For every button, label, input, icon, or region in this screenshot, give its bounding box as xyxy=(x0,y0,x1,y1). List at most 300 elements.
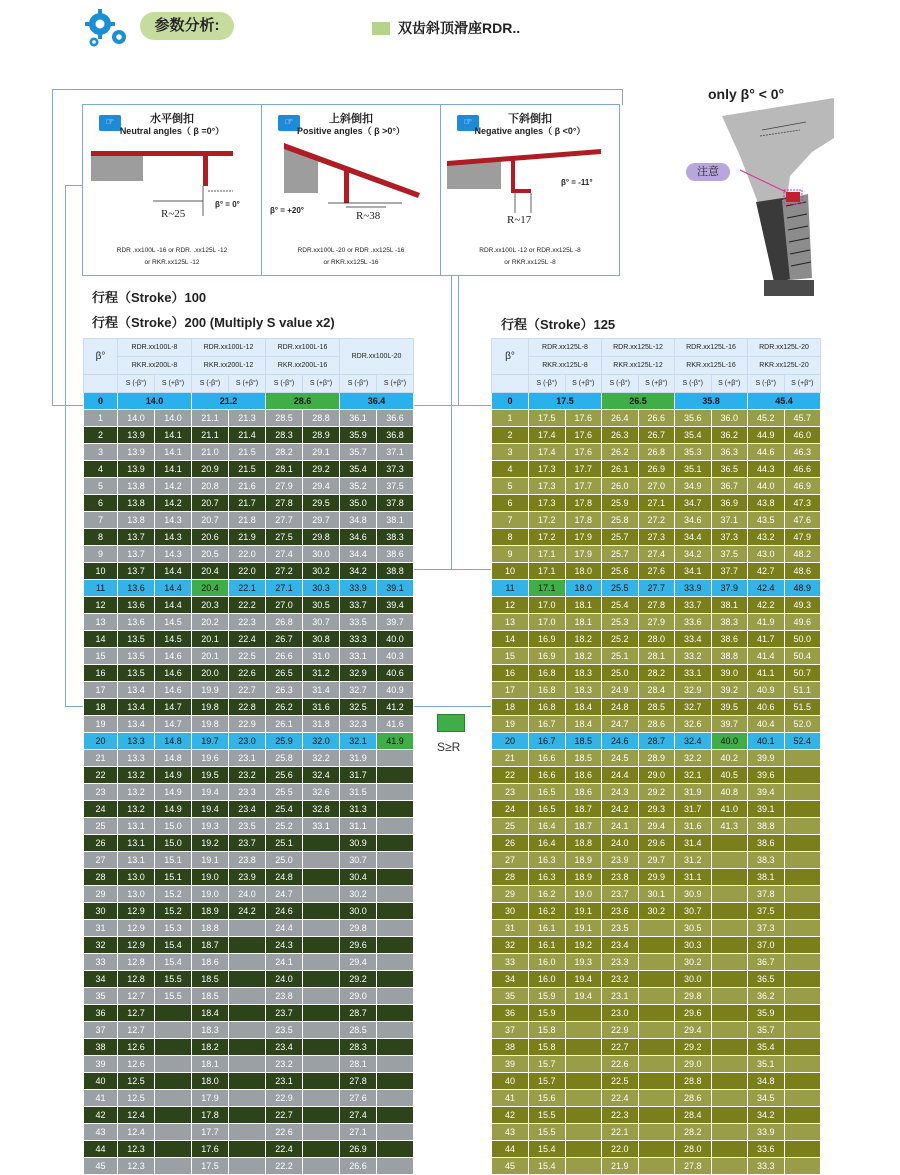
table-row xyxy=(84,410,414,427)
hand-pointer-icon: ☞ xyxy=(99,115,121,131)
table-row xyxy=(84,920,414,937)
table-cell: 14.0 xyxy=(118,393,192,410)
table-cell xyxy=(638,1107,675,1124)
table-cell: 21.3 xyxy=(229,410,266,427)
table-cell: 27.8 xyxy=(340,1073,377,1090)
table-cell: 38.8 xyxy=(748,818,785,835)
table-cell: 35.1 xyxy=(748,1056,785,1073)
table-cell: 29.0 xyxy=(638,767,675,784)
table-cell: 30.2 xyxy=(303,563,340,580)
table-row xyxy=(492,886,821,903)
table-cell: 22.3 xyxy=(229,614,266,631)
table-cell xyxy=(784,750,821,767)
table-cell: 15.0 xyxy=(155,818,192,835)
table-cell: 50.4 xyxy=(784,648,821,665)
table-cell: 34.1 xyxy=(675,563,712,580)
table-cell: 17.6 xyxy=(192,1141,229,1158)
table-cell: 44.0 xyxy=(748,478,785,495)
table-cell: 33.5 xyxy=(340,614,377,631)
table-cell: 15.7 xyxy=(529,1073,566,1090)
table-cell: 24.5 xyxy=(602,750,639,767)
table-cell: 33.3 xyxy=(340,631,377,648)
table-cell: 40.2 xyxy=(711,750,748,767)
table-cell: 29.9 xyxy=(638,869,675,886)
table-cell: 19.3 xyxy=(192,818,229,835)
table-cell: 28.9 xyxy=(303,427,340,444)
table-cell: 18 xyxy=(492,699,529,716)
table-row xyxy=(492,1141,821,1158)
table-cell: 9 xyxy=(84,546,118,563)
table-cell xyxy=(303,1124,340,1141)
table-cell: 25.0 xyxy=(602,665,639,682)
table-cell: 22.0 xyxy=(229,563,266,580)
table-row xyxy=(84,427,414,444)
table-cell: 37.5 xyxy=(711,546,748,563)
table-cell: 34.5 xyxy=(748,1090,785,1107)
table-cell: 28 xyxy=(84,869,118,886)
table-row xyxy=(492,971,821,988)
table-cell: 13.6 xyxy=(118,597,155,614)
table-cell: 16.8 xyxy=(529,682,566,699)
table-cell: 40.4 xyxy=(748,716,785,733)
table-cell: 36.2 xyxy=(711,427,748,444)
table-cell: 23.8 xyxy=(602,869,639,886)
table-cell: 2 xyxy=(84,427,118,444)
table-cell: 34.6 xyxy=(675,512,712,529)
table-row xyxy=(84,682,414,699)
table-cell xyxy=(638,1022,675,1039)
section-title: 参数分析: xyxy=(140,12,234,40)
frame-line xyxy=(458,274,459,406)
table-cell: 16 xyxy=(492,665,529,682)
panel-negative xyxy=(441,105,619,275)
table-cell: 14.1 xyxy=(155,461,192,478)
table-cell: 14.1 xyxy=(155,427,192,444)
table-cell xyxy=(638,1056,675,1073)
table-cell xyxy=(711,835,748,852)
table-cell xyxy=(377,971,414,988)
table-cell: 32.9 xyxy=(675,682,712,699)
table-cell: 29.8 xyxy=(675,988,712,1005)
table-cell xyxy=(784,1005,821,1022)
table-cell: 27.0 xyxy=(266,597,303,614)
table-cell: 44.6 xyxy=(748,444,785,461)
table-cell: 24.9 xyxy=(602,682,639,699)
table-cell: 13.8 xyxy=(118,478,155,495)
table-cell xyxy=(565,1090,602,1107)
table-cell: 38.1 xyxy=(377,512,414,529)
table-cell: 13.2 xyxy=(118,784,155,801)
table-cell: 13.4 xyxy=(118,699,155,716)
table-cell: 43.0 xyxy=(748,546,785,563)
table-cell: 16.7 xyxy=(529,733,566,750)
table-cell: 38.6 xyxy=(377,546,414,563)
table-row xyxy=(84,1090,414,1107)
table-cell: 29.4 xyxy=(675,1022,712,1039)
table-cell: 17.1 xyxy=(529,580,566,597)
table-cell: 34.8 xyxy=(748,1073,785,1090)
table-cell xyxy=(377,784,414,801)
s-plus-header: S (+β°) xyxy=(229,375,266,393)
table-cell: 28.3 xyxy=(340,1039,377,1056)
frame-line xyxy=(413,405,491,406)
table-cell: 29.7 xyxy=(303,512,340,529)
table-cell: 28.0 xyxy=(638,631,675,648)
table-cell xyxy=(565,1158,602,1175)
table-cell: 39.0 xyxy=(711,665,748,682)
radius-label: R~25 xyxy=(161,208,186,220)
panel-title: 水平倒扣 xyxy=(150,113,194,125)
table-row xyxy=(492,1107,821,1124)
table-cell: 26 xyxy=(84,835,118,852)
table-row xyxy=(492,835,821,852)
table-cell: 24.3 xyxy=(266,937,303,954)
table-cell: 29.0 xyxy=(675,1056,712,1073)
table-cell: 12.7 xyxy=(118,1005,155,1022)
panel-subtitle: Negative angles（ β <0°） xyxy=(474,126,586,136)
table-cell: 20.9 xyxy=(192,461,229,478)
table-cell: 12.9 xyxy=(118,937,155,954)
frame-line xyxy=(52,89,623,90)
table-cell: 39.5 xyxy=(711,699,748,716)
panel-note: RDR .xx100L -16 or RDR. .xx125L -12 xyxy=(116,247,228,254)
table-cell: 42.4 xyxy=(748,580,785,597)
table-cell xyxy=(229,954,266,971)
table-cell: 21 xyxy=(492,750,529,767)
table-row xyxy=(84,1022,414,1039)
table-cell: 28.7 xyxy=(638,733,675,750)
table-cell: 51.5 xyxy=(784,699,821,716)
table-cell xyxy=(784,784,821,801)
panel-note: RDR.xx100L -12 or RDR.xx125L -8 xyxy=(479,247,581,254)
table-cell: 14 xyxy=(492,631,529,648)
table-cell: 23.4 xyxy=(229,801,266,818)
neutral-angle-drawing xyxy=(83,141,261,241)
table-row xyxy=(492,937,821,954)
table-cell: 22.1 xyxy=(602,1124,639,1141)
table-cell: 23.9 xyxy=(229,869,266,886)
table-cell: 25.8 xyxy=(602,512,639,529)
table-cell: 35.3 xyxy=(675,444,712,461)
table-cell: 29.3 xyxy=(638,801,675,818)
table-row xyxy=(492,733,821,750)
table-row xyxy=(84,1039,414,1056)
table-cell: 18.7 xyxy=(565,818,602,835)
table-cell: 19.4 xyxy=(192,784,229,801)
table-cell: 40.6 xyxy=(377,665,414,682)
table-cell: 39.6 xyxy=(748,767,785,784)
table-cell: 16 xyxy=(84,665,118,682)
table-cell: 12.9 xyxy=(118,920,155,937)
table-cell: 36.7 xyxy=(748,954,785,971)
table-cell: 31.9 xyxy=(340,750,377,767)
table-cell: 15.4 xyxy=(155,937,192,954)
table-cell: 15.1 xyxy=(155,869,192,886)
table-row xyxy=(492,954,821,971)
table-row xyxy=(84,495,414,512)
table-cell: 30.7 xyxy=(675,903,712,920)
table-cell: 15.5 xyxy=(529,1107,566,1124)
table-cell: 24.0 xyxy=(229,886,266,903)
model-header: RKR.xx125L-8 xyxy=(529,357,602,375)
table-cell: 19.8 xyxy=(192,716,229,733)
table-cell: 28.4 xyxy=(675,1107,712,1124)
table-cell: 23.0 xyxy=(602,1005,639,1022)
table-cell: 35.8 xyxy=(675,393,748,410)
table-cell: 12 xyxy=(492,597,529,614)
table-cell: 13 xyxy=(84,614,118,631)
table-cell: 28.2 xyxy=(266,444,303,461)
table-cell: 25.7 xyxy=(602,546,639,563)
table-cell: 26.6 xyxy=(638,410,675,427)
table-cell: 17.9 xyxy=(565,529,602,546)
table-cell: 29.5 xyxy=(303,495,340,512)
table-cell: 25 xyxy=(84,818,118,835)
table-row xyxy=(84,937,414,954)
table-cell: 24 xyxy=(84,801,118,818)
table-body xyxy=(84,393,414,1175)
stroke-label-100: 行程（Stroke）100 xyxy=(92,290,207,305)
table-cell xyxy=(784,1056,821,1073)
table-cell: 22.6 xyxy=(266,1124,303,1141)
table-cell: 21.9 xyxy=(229,529,266,546)
table-cell: 33.6 xyxy=(748,1141,785,1158)
panel-note: or RKR.xx125L -8 xyxy=(504,259,556,266)
table-cell: 35 xyxy=(492,988,529,1005)
table-cell: 51.1 xyxy=(784,682,821,699)
table-cell: 24.1 xyxy=(266,954,303,971)
table-cell: 22.6 xyxy=(229,665,266,682)
table-cell xyxy=(784,1107,821,1124)
table-cell: 13.7 xyxy=(118,563,155,580)
table-cell: 24.3 xyxy=(602,784,639,801)
table-cell: 20.6 xyxy=(192,529,229,546)
table-cell xyxy=(303,937,340,954)
table-row xyxy=(84,971,414,988)
table-cell: 37.5 xyxy=(748,903,785,920)
table-cell xyxy=(229,1022,266,1039)
table-row xyxy=(492,648,821,665)
table-cell: 18.1 xyxy=(565,597,602,614)
table-row xyxy=(492,1090,821,1107)
table-row xyxy=(492,903,821,920)
table-cell xyxy=(711,886,748,903)
table-cell: 49.3 xyxy=(784,597,821,614)
table-row xyxy=(492,699,821,716)
table-cell: 41.4 xyxy=(748,648,785,665)
table-row xyxy=(492,512,821,529)
table-cell: 18.5 xyxy=(565,733,602,750)
table-cell: 27.5 xyxy=(266,529,303,546)
table-cell: 23.7 xyxy=(602,886,639,903)
table-cell: 31.4 xyxy=(303,682,340,699)
table-cell xyxy=(377,920,414,937)
table-cell xyxy=(784,1090,821,1107)
table-cell: 17.4 xyxy=(529,444,566,461)
table-cell: 27 xyxy=(84,852,118,869)
table-cell: 14.8 xyxy=(155,750,192,767)
table-cell: 14.9 xyxy=(155,801,192,818)
table-cell: 31.9 xyxy=(675,784,712,801)
table-cell: 25.0 xyxy=(266,852,303,869)
table-cell: 33.7 xyxy=(340,597,377,614)
table-row xyxy=(84,801,414,818)
table-cell: 14.0 xyxy=(118,410,155,427)
table-cell: 22.1 xyxy=(229,580,266,597)
table-cell: 19.1 xyxy=(565,920,602,937)
table-cell: 29.4 xyxy=(340,954,377,971)
table-cell xyxy=(303,1039,340,1056)
stroke-table-left xyxy=(83,338,414,1175)
table-cell: 36.5 xyxy=(748,971,785,988)
table-cell xyxy=(303,1141,340,1158)
s-plus-header: S (+β°) xyxy=(784,375,821,393)
table-cell xyxy=(155,1005,192,1022)
table-cell xyxy=(711,1073,748,1090)
table-cell: 43.2 xyxy=(748,529,785,546)
table-cell xyxy=(638,1141,675,1158)
table-cell: 36.5 xyxy=(711,461,748,478)
table-cell: 16.3 xyxy=(529,852,566,869)
table-cell: 36.0 xyxy=(711,410,748,427)
table-cell xyxy=(784,920,821,937)
table-cell: 4 xyxy=(84,461,118,478)
table-cell: 26.0 xyxy=(602,478,639,495)
table-cell: 12.8 xyxy=(118,954,155,971)
table-cell xyxy=(377,1056,414,1073)
table-cell: 28.1 xyxy=(266,461,303,478)
table-cell xyxy=(784,971,821,988)
table-cell xyxy=(155,1039,192,1056)
table-cell: 41.7 xyxy=(748,631,785,648)
table-cell: 12.4 xyxy=(118,1124,155,1141)
table-cell: 18.2 xyxy=(565,648,602,665)
s-plus-header: S (+β°) xyxy=(303,375,340,393)
table-cell: 19.3 xyxy=(565,954,602,971)
table-cell: 19.9 xyxy=(192,682,229,699)
table-cell: 32 xyxy=(84,937,118,954)
table-cell: 16.2 xyxy=(529,903,566,920)
table-cell: 14.4 xyxy=(155,597,192,614)
table-cell xyxy=(784,869,821,886)
table-cell: 17.9 xyxy=(565,546,602,563)
table-cell: 14.3 xyxy=(155,512,192,529)
table-row xyxy=(84,699,414,716)
table-cell: 15.8 xyxy=(529,1022,566,1039)
table-cell xyxy=(638,937,675,954)
table-cell: 31.7 xyxy=(340,767,377,784)
table-cell: 23.1 xyxy=(602,988,639,1005)
table-cell: 24.1 xyxy=(602,818,639,835)
table-cell: 34.2 xyxy=(748,1107,785,1124)
model-header: RKR.xx200L-16 xyxy=(266,357,340,375)
table-cell: 0 xyxy=(492,393,529,410)
table-cell: 18.6 xyxy=(565,767,602,784)
table-cell: 42 xyxy=(84,1107,118,1124)
table-cell: 9 xyxy=(492,546,529,563)
table-cell xyxy=(711,954,748,971)
table-cell: 0 xyxy=(84,393,118,410)
table-cell: 11 xyxy=(84,580,118,597)
table-cell: 34.8 xyxy=(340,512,377,529)
table-row xyxy=(84,750,414,767)
table-cell xyxy=(155,1124,192,1141)
table-cell: 31.2 xyxy=(675,852,712,869)
table-cell xyxy=(565,1124,602,1141)
table-cell xyxy=(377,1107,414,1124)
table-cell: 11 xyxy=(492,580,529,597)
legend-swatch xyxy=(372,22,390,35)
table-row xyxy=(492,784,821,801)
table-cell xyxy=(303,1005,340,1022)
table-cell: 33.3 xyxy=(748,1158,785,1175)
table-cell: 23.5 xyxy=(266,1022,303,1039)
table-cell: 17.7 xyxy=(192,1124,229,1141)
table-cell: 29 xyxy=(492,886,529,903)
table-cell: 22.9 xyxy=(602,1022,639,1039)
table-cell: 18.7 xyxy=(192,937,229,954)
table-cell: 19.7 xyxy=(192,733,229,750)
table-cell: 22.7 xyxy=(602,1039,639,1056)
angle-label: β° = +20° xyxy=(270,206,304,215)
stroke-table-right xyxy=(491,338,821,1175)
table-cell: 12.4 xyxy=(118,1107,155,1124)
table-cell: 41.0 xyxy=(711,801,748,818)
frame-line xyxy=(622,89,623,105)
table-cell xyxy=(229,971,266,988)
table-cell: 18.1 xyxy=(192,1056,229,1073)
table-row xyxy=(84,580,414,597)
table-cell: 41.9 xyxy=(377,733,414,750)
table-cell: 28.4 xyxy=(638,682,675,699)
table-cell xyxy=(711,937,748,954)
table-cell: 50.7 xyxy=(784,665,821,682)
table-cell xyxy=(638,1039,675,1056)
note-badge: 注意 xyxy=(686,163,730,181)
table-cell: 19.5 xyxy=(192,767,229,784)
table-cell: 41 xyxy=(84,1090,118,1107)
s-plus-header: S (+β°) xyxy=(565,375,602,393)
table-cell: 23.0 xyxy=(229,733,266,750)
table-cell: 46.3 xyxy=(784,444,821,461)
table-cell: 43 xyxy=(84,1124,118,1141)
table-row xyxy=(492,920,821,937)
table-cell: 15.9 xyxy=(529,1005,566,1022)
table-cell xyxy=(377,886,414,903)
table-cell xyxy=(303,1158,340,1175)
table-cell: 17.3 xyxy=(529,478,566,495)
table-cell: 18.4 xyxy=(565,716,602,733)
table-cell: 28.5 xyxy=(340,1022,377,1039)
table-cell: 26.9 xyxy=(340,1141,377,1158)
table-cell: 32.8 xyxy=(303,801,340,818)
table-cell: 23.1 xyxy=(229,750,266,767)
table-cell: 30.7 xyxy=(303,614,340,631)
table-cell xyxy=(377,903,414,920)
table-cell: 36.7 xyxy=(711,478,748,495)
table-row xyxy=(84,903,414,920)
table-row xyxy=(84,954,414,971)
table-cell: 22.4 xyxy=(602,1090,639,1107)
table-cell: 22.2 xyxy=(229,597,266,614)
table-cell: 18.8 xyxy=(565,835,602,852)
table-cell: 30.2 xyxy=(638,903,675,920)
table-cell: 30.9 xyxy=(340,835,377,852)
table-cell: 38.3 xyxy=(748,852,785,869)
table-cell xyxy=(377,954,414,971)
table-cell: 12.8 xyxy=(118,971,155,988)
angle-label: β° = -11° xyxy=(561,178,593,187)
